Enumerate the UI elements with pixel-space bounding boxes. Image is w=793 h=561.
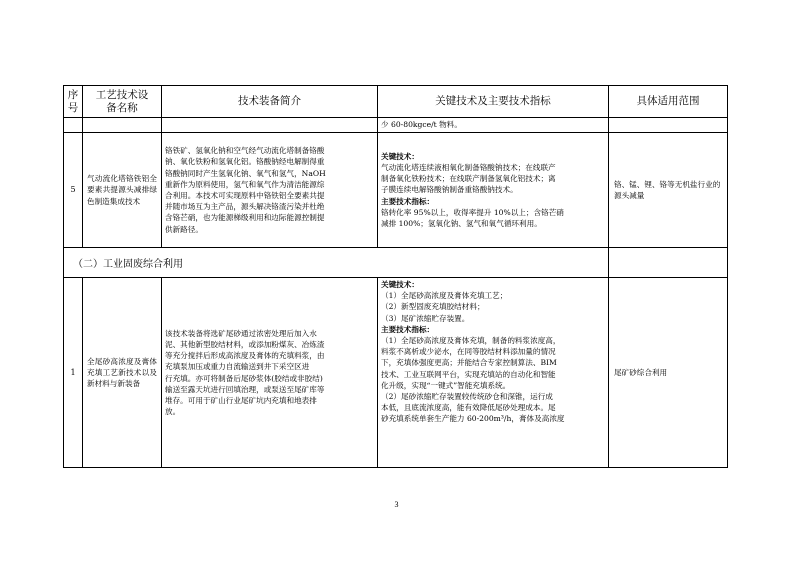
scope-cell: 铬、锰、锂、铬等无机盐行业的源头减量	[609, 133, 728, 248]
tech-name: 气动流化塔铬铁铝全要素共提源头减排绿色制造集成技术	[83, 133, 162, 248]
key-tech-cell: 关键技术： 气动流化塔连续液相氧化制备铬酸钠技术；在线联产 制备氧化铁粉技术；在线联产制备氢氧化铝技术；离 子膜连续电解铬酸钠制备重铬酸钠技术。 主要技术指标： 铬转化率 95%以上，收得率提升 10%以上；含铬芒硝 减排 100%；氢氧化钠、氢气和氧气循环利用。	[378, 133, 609, 248]
continuation-text: 少 60-80kgce/t 物料。	[378, 118, 609, 133]
section-row	[64, 248, 728, 278]
header-tech-name: 工艺技术设 备名称	[83, 86, 162, 118]
tech-intro: 铬铁矿、氢氧化钠和空气经气动流化塔制备铬酸 钠、氧化铁粉和氢氧化铝。铬酸钠经电解制得重 铬酸钠同时产生氢氧化钠、氧气和氢气，NaOH 重新作为原料使用，氢气和氧气作为清洁能源综 合利用。本技术可实现原料中铬铁铝全要素共提 并随市场互为主产品，源头解决铬渣污染并杜绝 含铬芒硝，也为能源梯级利用和边际能源控制提 供新路径。	[162, 133, 378, 248]
continuation-row	[64, 118, 728, 133]
table-row	[64, 278, 728, 468]
row-seq: 5	[64, 133, 83, 248]
header-scope: 具体适用范围	[609, 86, 728, 118]
header-key-tech: 关键技术及主要技术指标	[378, 86, 609, 118]
section-title: （二）工业固废综合利用	[64, 248, 609, 278]
technology-table	[63, 85, 728, 468]
key-tech-cell: 关键技术： （1）全尾砂高浓度及膏体充填工艺； （2）新型固废充填胶结材料； （3）尾矿浓缩贮存装置。 主要技术指标： （1）全尾砂高浓度及膏体充填，制备的料浆浓度高， 料浆不离析或少泌水，在同等胶结材料添加量的情况 下，充填体强度更高；并能结合专家控制算法、BIM 技术、工业互联网平台，实现充填站的自动化和智能 化升级，实现“一键式”智能充填系统。 （2）尾砂浓缩贮存装置较传统砂仓和深锥，运行成 本低，且底流浓度高，能有效降低尾砂处理成本。尾 砂充填系统单套生产能力 60-200m³/h，膏体及高浓度	[378, 278, 609, 468]
header-seq: 序 号	[64, 86, 83, 118]
table-header-row	[64, 86, 728, 118]
header-intro: 技术装备简介	[162, 86, 378, 118]
indicator-label: 主要技术指标：	[381, 324, 435, 334]
table-row	[64, 133, 728, 248]
tech-name: 全尾砂高浓度及膏体充填工艺新技术以及新材料与新装备	[83, 278, 162, 468]
tech-intro: 该技术装备将选矿尾砂通过浓密处理后加入水 泥、其他新型胶结材料，或添加粉煤灰、冶炼渣 等充分搅拌后形成高浓度及膏体的充填料浆，由 充填泵加压或重力自流输送到井下采空区进 行充填。亦可将制备后尾砂浆体(胶结或非胶结) 输送至露天坑进行回填治理，或泵送至尾矿库等 堆存。可用于矿山行业尾矿坑内充填和地表排 放。	[162, 278, 378, 468]
scope-cell: 尾矿砂综合利用	[609, 278, 728, 468]
row-seq: 1	[64, 278, 83, 468]
key-tech-label: 关键技术：	[381, 280, 419, 289]
key-tech-label: 关键技术：	[381, 151, 419, 161]
page-number: 3	[394, 500, 399, 509]
indicator-label: 主要技术指标：	[381, 196, 435, 206]
